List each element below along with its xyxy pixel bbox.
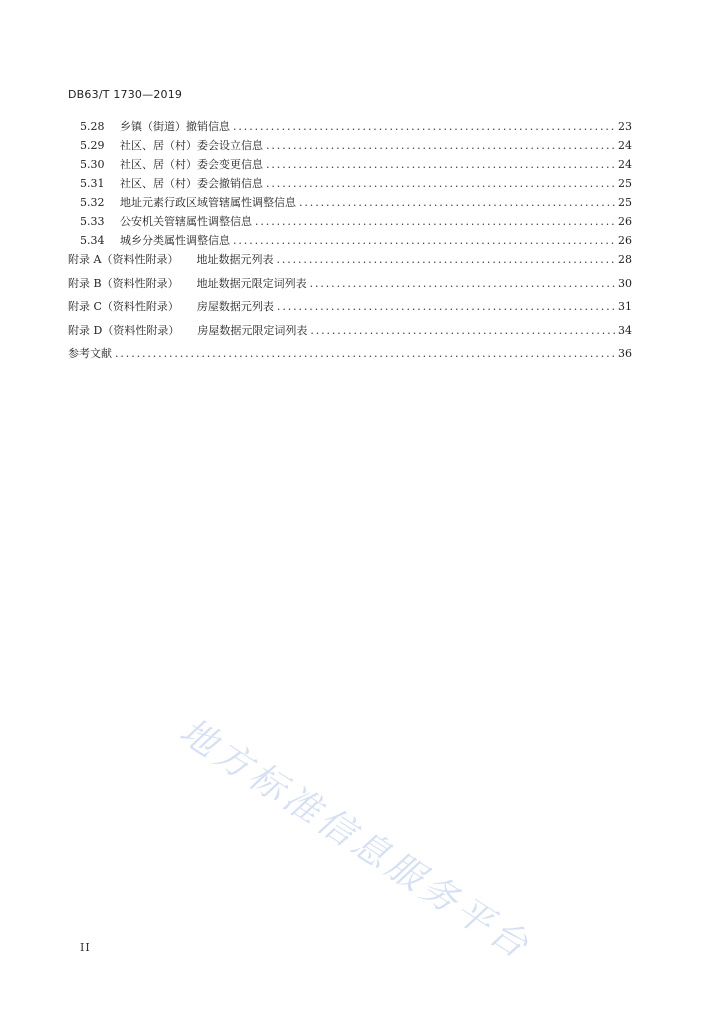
- toc-entry-page: 30: [618, 276, 632, 290]
- toc-entry-5-31[interactable]: [68, 175, 632, 194]
- toc-entry-page: 24: [618, 158, 632, 171]
- toc-entry-5-33[interactable]: [68, 213, 632, 232]
- toc-entry-page: 31: [618, 300, 632, 313]
- toc-entry-title: 城乡分类属性调整信息: [120, 234, 230, 247]
- toc-entry-page: 26: [618, 215, 632, 228]
- toc-entry-number: 5.34: [80, 234, 105, 247]
- toc-entry-title: 社区、居（村）委会设立信息: [120, 139, 263, 152]
- toc-entry-title: 社区、居（村）委会变更信息: [120, 158, 263, 171]
- toc-entry-references[interactable]: [68, 345, 632, 369]
- toc-leader-dots: [310, 277, 615, 290]
- toc-entry-title: 房屋数据元列表: [196, 300, 274, 313]
- toc-entry-title: 社区、居（村）委会撤销信息: [120, 177, 263, 190]
- toc-entry-number: 5.29: [80, 139, 105, 152]
- toc-appendix-tag: 附录 C（资料性附录）: [68, 300, 179, 313]
- toc-entry-appendix-d[interactable]: [68, 322, 632, 346]
- toc-leader-dots: [115, 347, 615, 360]
- toc-leader-dots: [310, 324, 615, 337]
- toc-appendix-tag: 附录 A（资料性附录）: [68, 253, 179, 266]
- toc-entry-title: 地址元素行政区域管辖属性调整信息: [120, 196, 296, 209]
- toc-entry-appendix-b[interactable]: [68, 275, 632, 299]
- toc-entry-page: 23: [618, 120, 632, 133]
- toc-leader-dots: [266, 139, 615, 152]
- toc-entry-page: 24: [618, 139, 632, 152]
- toc-leader-dots: [299, 196, 615, 209]
- toc-entry-number: 5.33: [80, 215, 105, 228]
- toc-entry-number: 5.30: [80, 158, 105, 171]
- toc-entry-number: 5.28: [80, 120, 105, 133]
- toc-entry-appendix-c[interactable]: [68, 298, 632, 322]
- toc-appendix-tag: 附录 B（资料性附录）: [68, 276, 179, 290]
- toc-entry-5-29[interactable]: [68, 137, 632, 156]
- toc-leader-dots: [277, 300, 615, 313]
- toc-entry-5-32[interactable]: [68, 194, 632, 213]
- document-code: DB63/T 1730—2019: [68, 88, 183, 101]
- toc-entry-title: 地址数据元列表: [196, 253, 274, 266]
- toc-entry-page: 28: [618, 253, 632, 266]
- toc-appendix-tag: 附录 D（资料性附录）: [68, 323, 180, 337]
- toc-leader-dots: [266, 177, 615, 190]
- toc-entry-title: 地址数据元限定词列表: [196, 276, 307, 290]
- toc-entry-number: 5.32: [80, 196, 105, 209]
- toc-entry-title: 乡镇（街道）撤销信息: [120, 120, 230, 133]
- table-of-contents: [68, 118, 632, 369]
- page-number: II: [80, 941, 91, 954]
- toc-entry-page: 34: [618, 323, 632, 337]
- watermark-text: 地方标准信息服务平台: [172, 710, 539, 969]
- toc-entry-appendix-a[interactable]: [68, 251, 632, 275]
- toc-entry-5-30[interactable]: [68, 156, 632, 175]
- toc-entry-title: 参考文献: [68, 347, 112, 360]
- toc-entry-number: 5.31: [80, 177, 105, 190]
- toc-entry-page: 36: [618, 347, 632, 360]
- toc-entry-title: 房屋数据元限定词列表: [197, 323, 308, 337]
- toc-entry-page: 25: [618, 196, 632, 209]
- toc-entry-page: 26: [618, 234, 632, 247]
- toc-leader-dots: [255, 215, 615, 228]
- toc-entry-title: 公安机关管辖属性调整信息: [120, 215, 252, 228]
- toc-leader-dots: [276, 253, 615, 266]
- toc-entry-5-28[interactable]: [68, 118, 632, 137]
- toc-leader-dots: [233, 120, 615, 133]
- toc-leader-dots: [266, 158, 615, 171]
- toc-leader-dots: [233, 234, 615, 247]
- toc-entry-page: 25: [618, 177, 632, 190]
- toc-entry-5-34[interactable]: [68, 232, 632, 251]
